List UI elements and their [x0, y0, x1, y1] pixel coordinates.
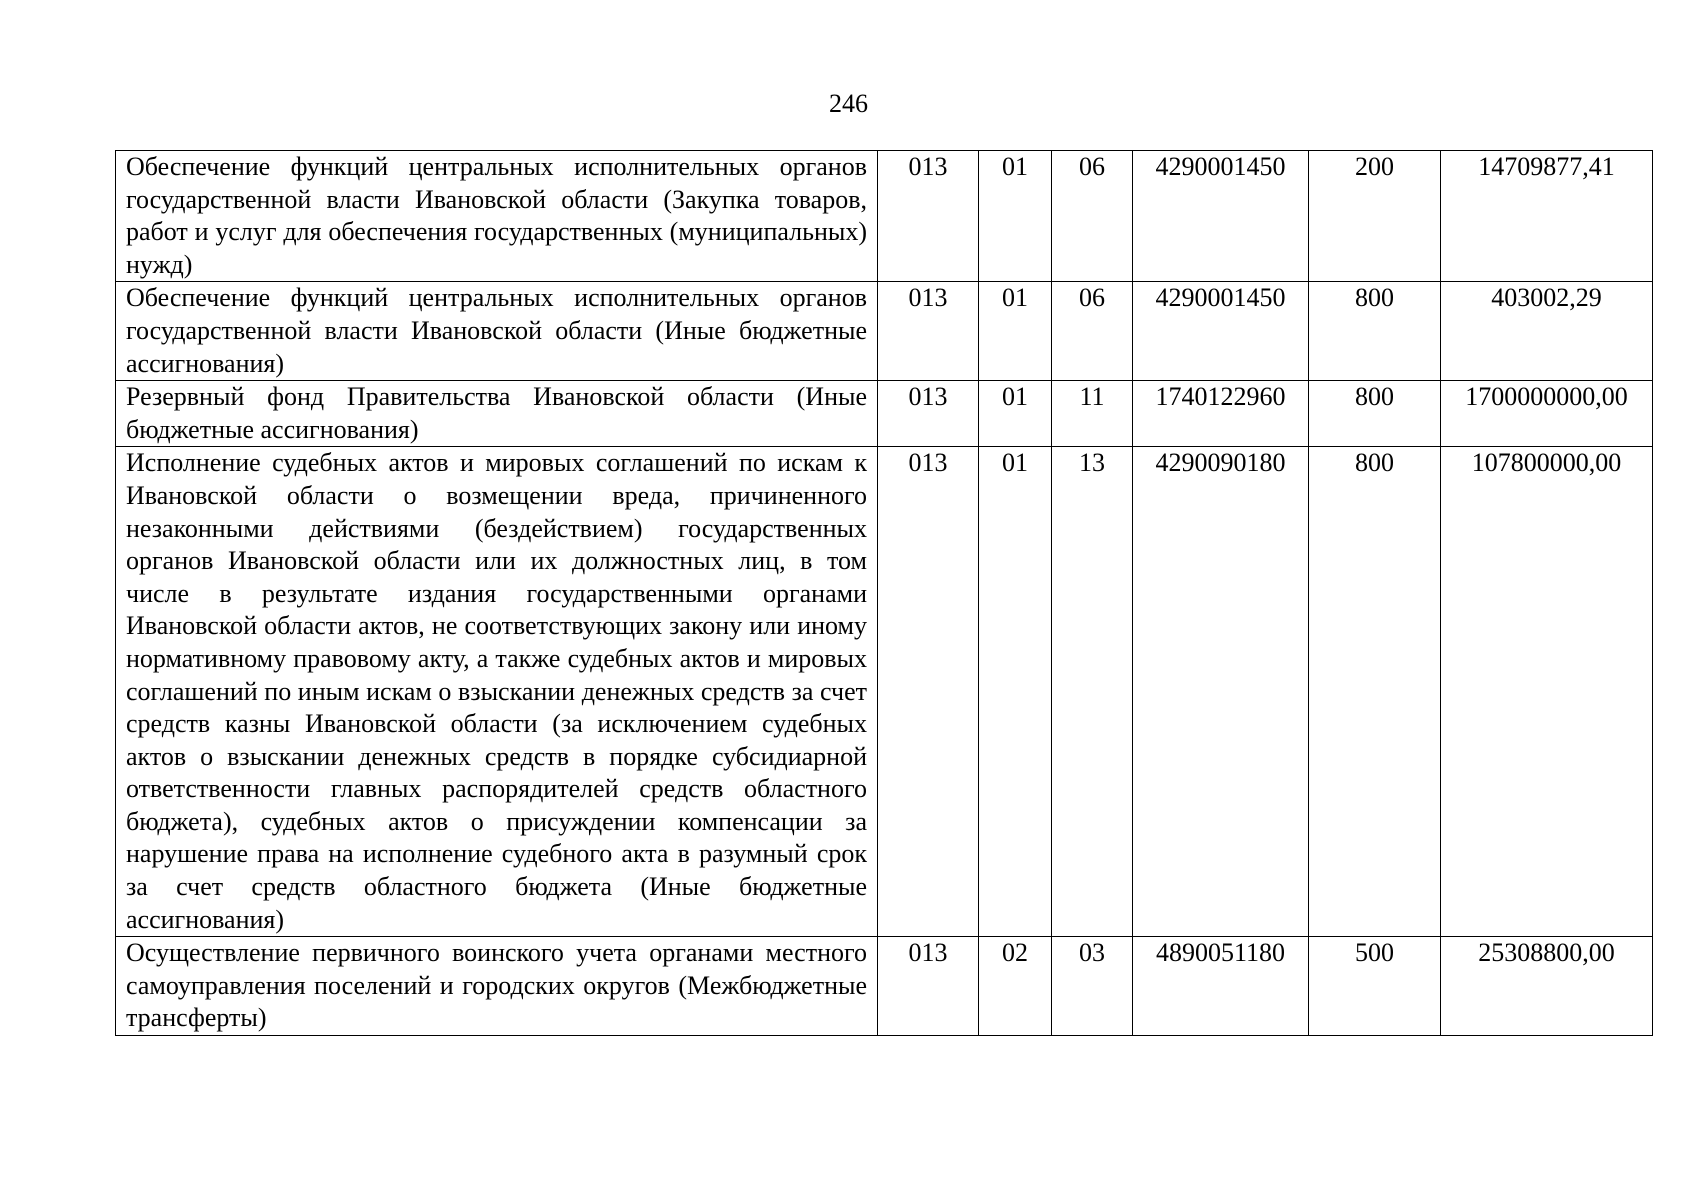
section-code: 01 — [979, 282, 1052, 381]
target-article-code: 4290001450 — [1133, 151, 1309, 282]
amount: 107800000,00 — [1441, 447, 1653, 937]
row-description: Осуществление первичного воинского учета органами местного самоуправления поселений и городских округов (Межбюджетные трансферты) — [116, 937, 878, 1036]
expense-type-code: 800 — [1309, 447, 1441, 937]
target-article-code: 4290001450 — [1133, 282, 1309, 381]
subsection-code: 06 — [1052, 282, 1133, 381]
target-article-code: 4890051180 — [1133, 937, 1309, 1036]
row-description: Обеспечение функций центральных исполнительных органов государственной власти Ивановской области (Иные бюджетные ассигнования) — [116, 282, 878, 381]
table-row — [116, 151, 1653, 282]
amount: 1700000000,00 — [1441, 381, 1653, 447]
subsection-code: 13 — [1052, 447, 1133, 937]
table-row — [116, 282, 1653, 381]
expense-type-code: 800 — [1309, 282, 1441, 381]
ministry-code: 013 — [878, 381, 979, 447]
budget-table — [115, 150, 1653, 1036]
ministry-code: 013 — [878, 937, 979, 1036]
table-row — [116, 937, 1653, 1036]
row-description: Резервный фонд Правительства Ивановской области (Иные бюджетные ассигнования) — [116, 381, 878, 447]
section-code: 01 — [979, 381, 1052, 447]
target-article-code: 4290090180 — [1133, 447, 1309, 937]
expense-type-code: 800 — [1309, 381, 1441, 447]
amount: 14709877,41 — [1441, 151, 1653, 282]
ministry-code: 013 — [878, 151, 979, 282]
row-description: Обеспечение функций центральных исполнительных органов государственной власти Ивановской области (Закупка товаров, работ и услуг для обеспечения государственных (муниципальных) нужд) — [116, 151, 878, 282]
table-row — [116, 447, 1653, 937]
expense-type-code: 200 — [1309, 151, 1441, 282]
target-article-code: 1740122960 — [1133, 381, 1309, 447]
expense-type-code: 500 — [1309, 937, 1441, 1036]
subsection-code: 03 — [1052, 937, 1133, 1036]
subsection-code: 11 — [1052, 381, 1133, 447]
section-code: 01 — [979, 151, 1052, 282]
row-description: Исполнение судебных актов и мировых соглашений по искам к Ивановской области о возмещении вреда, причиненного незаконными действиями (бездействием) государственных органов Ивановской области или их должностных лиц, в том числе в результате издания государственными органами Ивановской области актов, не соответствующих закону или иному нормативному правовому акту, а также судебных актов и мировых соглашений по иным искам о взыскании денежных средств за счет средств казны Ивановской области (за исключением судебных актов о взыскании денежных средств в порядке субсидиарной ответственности главных распорядителей средств областного бюджета), судебных актов о присуждении компенсации за нарушение права на исполнение судебного акта в разумный срок за счет средств областного бюджета (Иные бюджетные ассигнования) — [116, 447, 878, 937]
ministry-code: 013 — [878, 282, 979, 381]
subsection-code: 06 — [1052, 151, 1133, 282]
section-code: 01 — [979, 447, 1052, 937]
section-code: 02 — [979, 937, 1052, 1036]
amount: 403002,29 — [1441, 282, 1653, 381]
page-number: 246 — [829, 89, 868, 118]
table-row — [116, 381, 1653, 447]
ministry-code: 013 — [878, 447, 979, 937]
amount: 25308800,00 — [1441, 937, 1653, 1036]
